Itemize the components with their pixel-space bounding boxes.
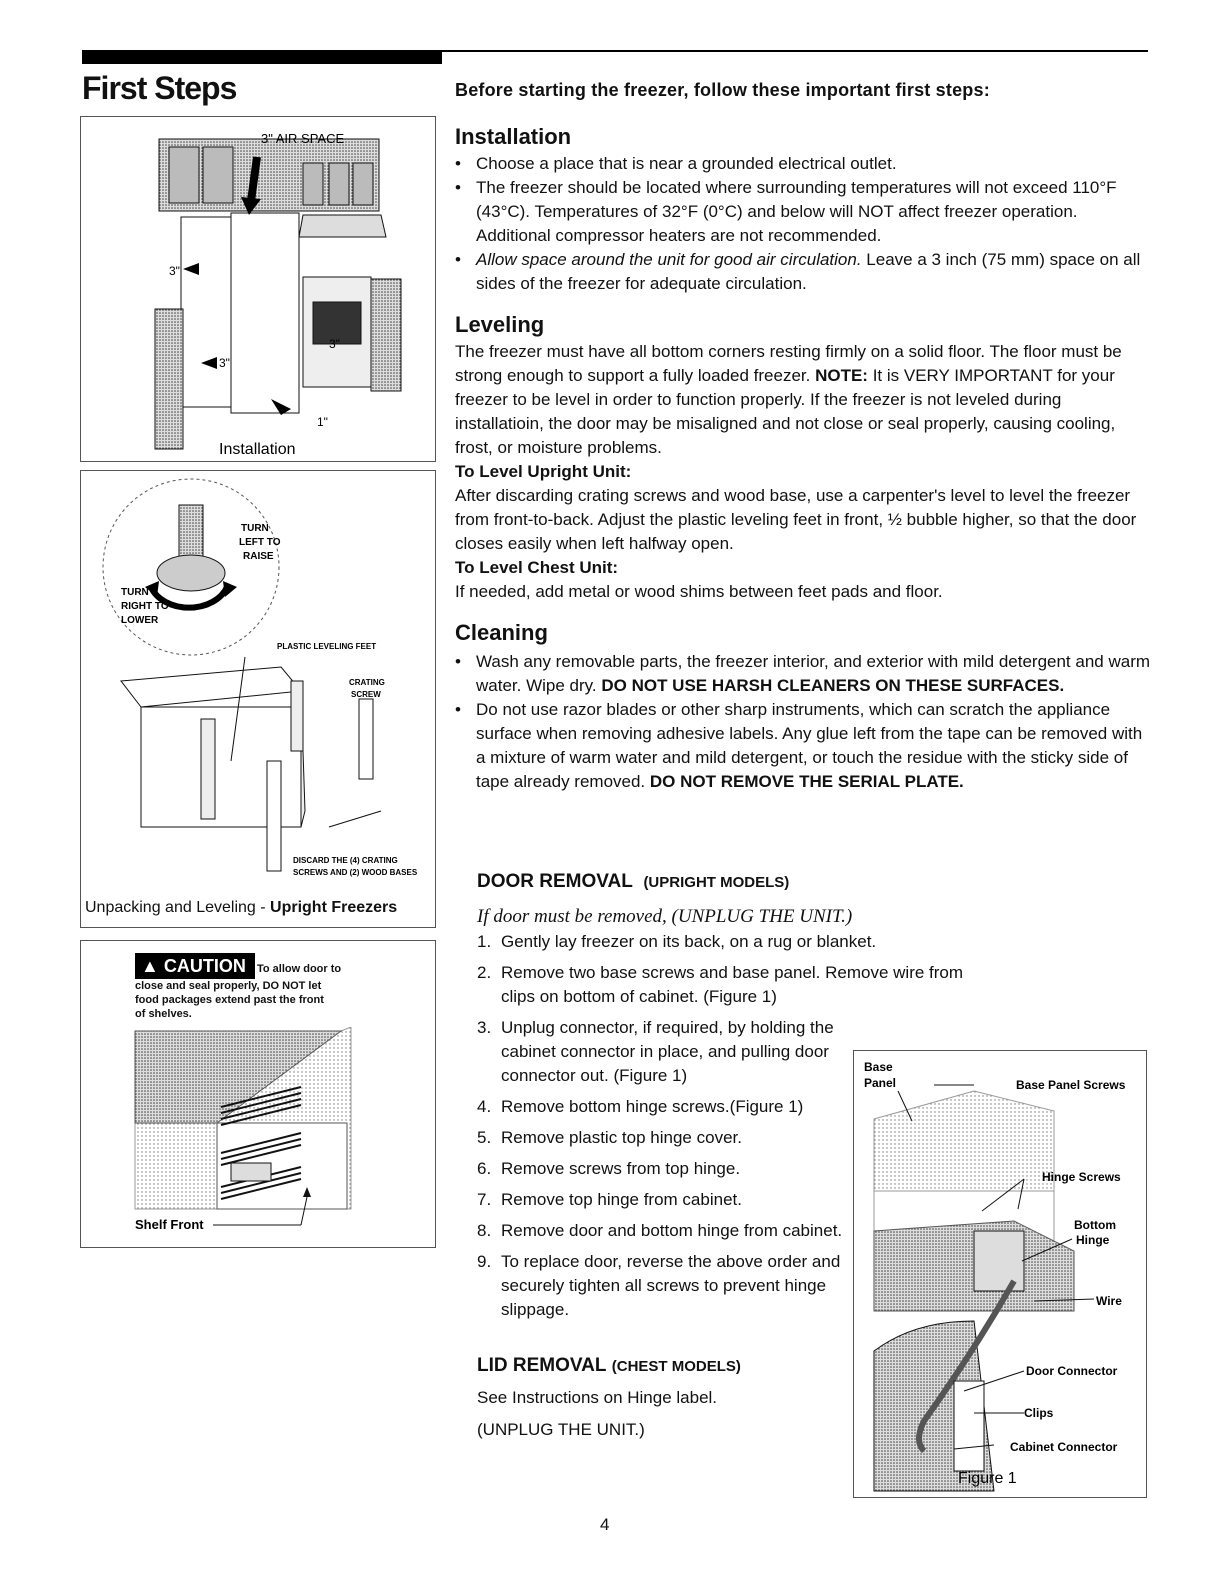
- installation-bullet-1: • Choose a place that is near a grounded electrical outlet.: [455, 152, 1150, 176]
- level-chest-heading: To Level Chest Unit:: [455, 558, 619, 577]
- cleaning-heading: Cleaning: [455, 620, 548, 645]
- door-removal-subtitle: (UPRIGHT MODELS): [643, 874, 790, 891]
- door-removal-steps: [477, 930, 964, 1329]
- leveling-para-a: The freezer must have all bottom corners resting firmly on a solid floor. The floor must be strong enough to support a fully loaded freezer.: [455, 342, 1122, 385]
- leveling-caption-regular: Unpacking and Leveling -: [85, 899, 271, 916]
- caution-text-line4: of shelves.: [135, 1008, 192, 1020]
- caution-figure: [80, 940, 436, 1248]
- shelf-illustration: [81, 1027, 435, 1247]
- door-step-9: [477, 1250, 849, 1322]
- level-upright-heading: To Level Upright Unit:: [455, 462, 632, 481]
- figure-1: [853, 1050, 1147, 1498]
- fig1-panel-label: Panel: [864, 1076, 897, 1090]
- installation-bullet-2: • The freezer should be located where surrounding temperatures will not exceed 110°F (43°C). Temperatures of 32°F (0°C) and below will NOT affect freezer operation. Additional compressor heaters are not recommended.: [455, 176, 1150, 248]
- fig1-door-connector-label: Door Connector: [1026, 1364, 1118, 1378]
- door-step-2-text: Remove two base screws and base panel. Remove wire from clips on bottom of cabinet. (Figure 1): [501, 963, 964, 1006]
- turn-left-line1: TURN: [241, 523, 269, 534]
- door-step-3-text: Unplug connector, if required, by holding the cabinet connector in place, and pulling door connector out. (Figure 1): [501, 1018, 834, 1085]
- door-step-4-number: 4.: [477, 1097, 492, 1116]
- shelf-front-label: Shelf Front: [135, 1217, 204, 1232]
- turn-right-line1: TURN: [121, 587, 149, 598]
- cleaning-bullet-1: [455, 650, 1150, 698]
- leveling-para-b: It is VERY IMPORTANT for your freezer to be level in order to function properly. If the freezer is not leveled during installatioin, the door may be misaligned and not close or seal properly, causing cooling, frost, or moisture problems.: [455, 366, 1116, 457]
- installation-heading: Installation: [455, 124, 572, 149]
- cleaning-bullet-2: [455, 698, 1150, 794]
- leveling-paragraph: [455, 340, 1150, 460]
- leveling-figure: [80, 470, 436, 928]
- door-step-4: [477, 1095, 849, 1119]
- door-step-6-text: Remove screws from top hinge.: [501, 1159, 741, 1178]
- crating-screw-line1: CRATING: [349, 678, 385, 687]
- cleaning-bullet-1-bold: DO NOT USE HARSH CLEANERS ON THESE SURFACES.: [601, 676, 1065, 695]
- stove-gap-label: 3": [329, 337, 340, 351]
- turn-right-line2: RIGHT TO: [121, 601, 169, 612]
- fig1-clips-label: Clips: [1024, 1406, 1054, 1420]
- fig1-bottom-label: Bottom: [1074, 1218, 1116, 1232]
- door-step-6-number: 6.: [477, 1159, 492, 1178]
- header-rule-thick: [82, 50, 442, 64]
- cleaning-body: [455, 650, 1150, 794]
- air-space-label: 3" AIR SPACE: [261, 131, 345, 146]
- installation-illustration: [81, 117, 435, 461]
- door-step-7: [477, 1188, 849, 1212]
- fig1-base-label: Base: [864, 1060, 893, 1074]
- turn-left-line3: RAISE: [243, 551, 274, 562]
- cleaning-bullet-2-bold: DO NOT REMOVE THE SERIAL PLATE.: [649, 772, 964, 791]
- fig1-base-panel-screws-label: Base Panel Screws: [1016, 1078, 1126, 1092]
- door-step-6: [477, 1157, 849, 1181]
- door-step-3-number: 3.: [477, 1018, 492, 1037]
- lid-removal-title: LID REMOVAL: [477, 1355, 607, 1376]
- door-removal-warning: If door must be removed, (UNPLUG THE UNIT.): [477, 906, 853, 927]
- door-step-9-number: 9.: [477, 1252, 492, 1271]
- door-step-9-text: To replace door, reverse the above order and securely tighten all screws to prevent hinge slippage.: [501, 1252, 841, 1319]
- page-headline: Before starting the freezer, follow these important first steps:: [455, 80, 990, 100]
- lid-removal-line2: (UNPLUG THE UNIT.): [477, 1420, 645, 1439]
- page-title: First Steps: [82, 70, 237, 106]
- level-chest-text: If needed, add metal or wood shims between feet pads and floor.: [455, 582, 943, 601]
- installation-bullet-3-rest: Leave a 3 inch (75 mm) space on all sides of the freezer for adequate circulation.: [476, 250, 1141, 293]
- door-removal-title: DOOR REMOVAL: [477, 871, 633, 892]
- leveling-feet-label: PLASTIC LEVELING FEET: [277, 642, 377, 651]
- fig1-cabinet-connector-label: Cabinet Connector: [1010, 1440, 1118, 1454]
- door-step-1-text: Gently lay freezer on its back, on a rug or blanket.: [501, 932, 877, 951]
- caution-badge-text: CAUTION: [163, 956, 246, 976]
- level-upright-text: After discarding crating screws and wood base, use a carpenter's level to level the freezer from front-to-back. Adjust the plastic leveling feet in front, ½ bubble higher, so that the door closes easily when left halfway open.: [455, 486, 1137, 553]
- door-step-2: [477, 961, 971, 1009]
- door-step-7-text: Remove top hinge from cabinet.: [501, 1190, 742, 1209]
- figure-1-caption: Figure 1: [958, 1470, 1017, 1487]
- bottom-gap-label: 1": [317, 415, 328, 429]
- caution-text-line3: food packages extend past the front: [135, 994, 324, 1006]
- page-number: 4: [600, 1515, 610, 1534]
- installation-caption: Installation: [219, 441, 296, 458]
- door-step-4-text: Remove bottom hinge screws.(Figure 1): [501, 1097, 804, 1116]
- installation-figure: [80, 116, 436, 462]
- door-step-5-text: Remove plastic top hinge cover.: [501, 1128, 742, 1147]
- lid-removal-line1: See Instructions on Hinge label.: [477, 1388, 718, 1407]
- fig1-hinge-label: Hinge: [1076, 1233, 1110, 1247]
- door-step-2-number: 2.: [477, 963, 492, 982]
- turn-left-line2: LEFT TO: [239, 537, 281, 548]
- leveling-body: [455, 340, 1150, 604]
- door-step-5-number: 5.: [477, 1128, 492, 1147]
- leveling-illustration: [81, 471, 435, 927]
- cleaning-bullet-2-text: Do not use razor blades or other sharp instruments, which can scratch the appliance surface when removing adhesive labels. Any glue left from the tape can be removed with a mixture of warm water and mild detergent, or touch the residue with the sticky side of tape already removed.: [476, 700, 1143, 791]
- caution-text-line1: To allow door to: [257, 963, 342, 975]
- turn-right-line3: LOWER: [121, 615, 159, 626]
- caution-badge: [135, 953, 255, 979]
- fig1-hinge-screws-label: Hinge Screws: [1042, 1170, 1121, 1184]
- leveling-note-label: NOTE:: [815, 366, 868, 385]
- crating-screw-line2: SCREW: [351, 690, 381, 699]
- door-step-5: [477, 1126, 849, 1150]
- leveling-heading: Leveling: [455, 312, 545, 337]
- side-gap-right-label: 3": [219, 356, 230, 370]
- header-rule-thin: [442, 50, 1148, 52]
- figure-1-illustration: [854, 1051, 1146, 1497]
- discard-line1: DISCARD THE (4) CRATING: [293, 856, 398, 865]
- installation-bullet-3-italic: Allow space around the unit for good air circulation.: [476, 250, 862, 269]
- side-gap-left-label: 3": [169, 264, 180, 278]
- fig1-wire-label: Wire: [1096, 1294, 1122, 1308]
- discard-line2: SCREWS AND (2) WOOD BASES: [293, 868, 418, 877]
- caution-text-line2: close and seal properly, DO NOT let: [135, 980, 322, 992]
- door-step-8-number: 8.: [477, 1221, 492, 1240]
- caution-text: [135, 979, 324, 1021]
- door-step-7-number: 7.: [477, 1190, 492, 1209]
- cleaning-bullet-1-text: Wash any removable parts, the freezer interior, and exterior with mild detergent and warm water. Wipe dry.: [476, 652, 1151, 695]
- installation-bullet-3: [455, 248, 1150, 296]
- lid-removal-heading: [477, 1355, 741, 1377]
- door-step-3: [477, 1016, 849, 1088]
- leveling-caption-bold: Upright Freezers: [270, 899, 398, 916]
- door-step-1-number: 1.: [477, 932, 492, 951]
- door-step-8: [477, 1219, 849, 1243]
- door-removal-heading: [477, 871, 789, 893]
- warning-triangle-icon: ▲: [141, 956, 159, 976]
- door-step-8-text: Remove door and bottom hinge from cabinet.: [501, 1221, 843, 1240]
- door-step-1: [477, 930, 971, 954]
- lid-removal-subtitle: (CHEST MODELS): [611, 1358, 741, 1375]
- leveling-caption: [85, 899, 397, 917]
- installation-body: [455, 152, 1150, 296]
